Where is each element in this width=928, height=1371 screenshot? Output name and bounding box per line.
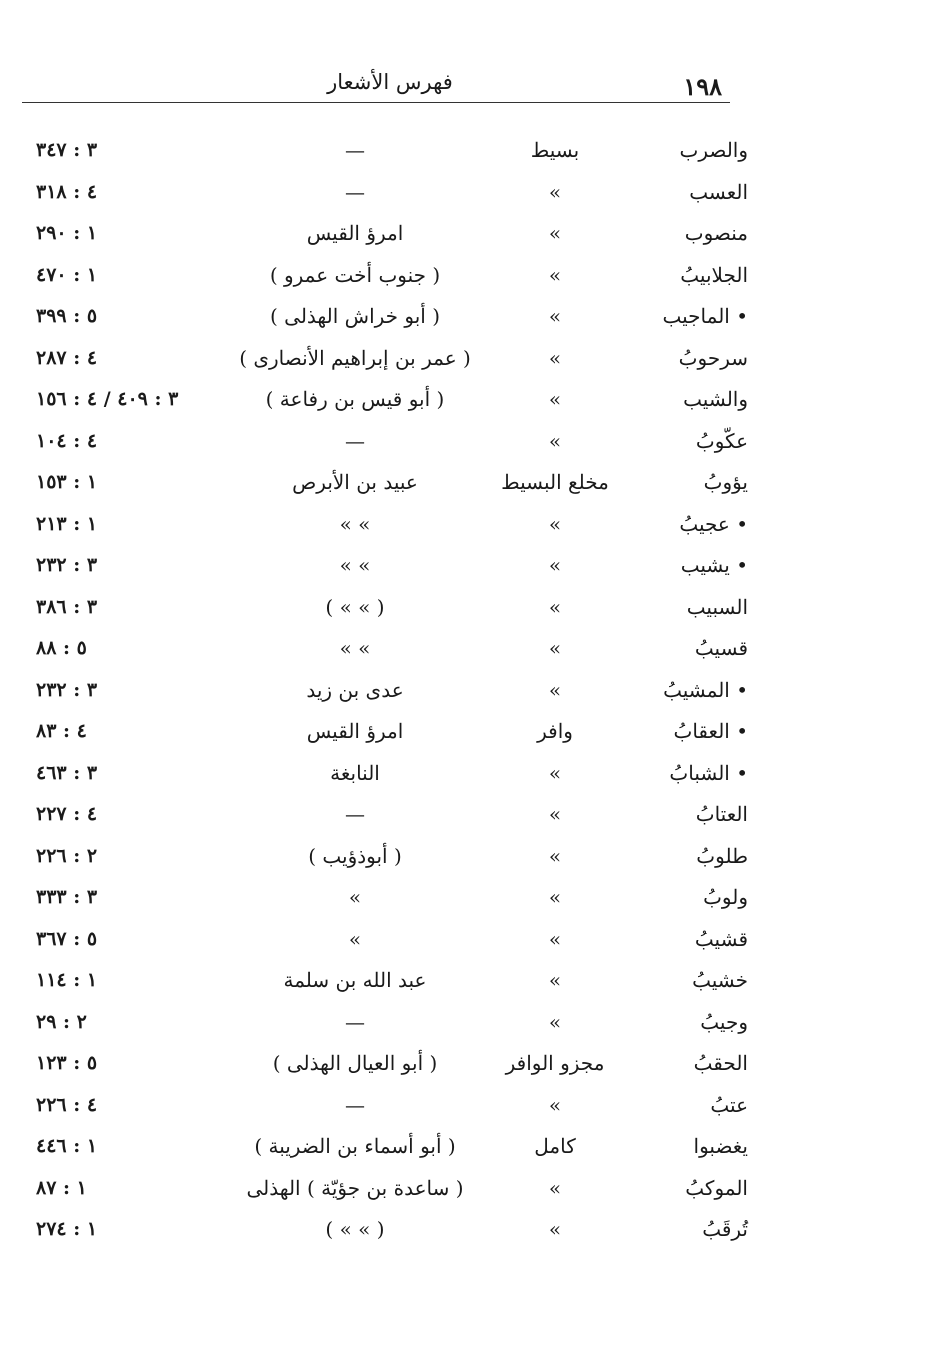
running-title: فهرس الأشعار (327, 70, 453, 94)
rhyme-word: يؤوبُ (703, 470, 748, 494)
reference: ٥ : ٨٨ (36, 637, 87, 659)
rhyme-word: الجلابيبُ (680, 262, 748, 287)
poet: النابغة (330, 760, 380, 785)
reference: ١ : ٤٧٠ (36, 263, 98, 286)
reference: ٢ : ٢٢٦ (36, 844, 98, 867)
table-row (0, 1126, 928, 1168)
meter: وافر (537, 719, 573, 743)
rhyme-word: قشيبُ (694, 926, 748, 951)
rhyme-word: طلوبُ (696, 843, 748, 868)
poet: — (345, 1092, 365, 1117)
rhyme-word: والصرب (679, 138, 748, 162)
table-row (0, 960, 928, 1002)
table-row (0, 836, 928, 878)
meter: » (548, 345, 562, 370)
reference: ٥ : ٣٩٩ (36, 305, 98, 327)
meter: مخلع البسيط (501, 470, 609, 494)
rhyme-word: وجيبُ (700, 1009, 748, 1034)
rhyme-word: سرحوبُ (678, 345, 748, 370)
meter: » (548, 926, 562, 951)
reference: ٣ : ٤٦٣ (36, 761, 98, 784)
poet: ( جنوب أخت عمرو ) (269, 262, 441, 287)
meter: » (548, 221, 562, 245)
rhyme-word: عتبُ (710, 1092, 748, 1117)
table-row (0, 545, 928, 587)
rhyme-word: العتابُ (695, 802, 748, 826)
poet: — (345, 138, 365, 162)
meter: » (548, 843, 562, 868)
reference: ١ : ٨٧ (36, 1176, 87, 1199)
reference: ٤ : ١٠٤ (36, 429, 98, 452)
meter: » (548, 304, 562, 328)
meter: بسيط (530, 138, 580, 162)
reference: ٣ : ٣٤٧ (36, 139, 98, 161)
reference: ١ : ٢٩٠ (36, 222, 98, 244)
poet: ( عمر بن إبراهيم الأنصارى ) (239, 345, 471, 370)
poet: ( ساعدة بن جؤيّة ) الهذلى (246, 1175, 464, 1200)
meter: » (548, 553, 562, 577)
table-row (0, 296, 928, 338)
meter: مجزو الوافر (505, 1051, 605, 1075)
poet: » » (339, 636, 371, 660)
meter: » (548, 1092, 562, 1117)
rhyme-word: والشيب (683, 387, 748, 411)
poet: ( » » ) (325, 594, 385, 619)
reference: ٥ : ٣٦٧ (36, 927, 98, 950)
table-row (0, 213, 928, 255)
table-row (0, 338, 928, 380)
reference: ٤ : ٢٢٦ (36, 1093, 98, 1116)
rhyme-word: • المشيبُ (663, 677, 748, 702)
meter: » (548, 968, 562, 992)
poet: عبد الله بن سلمة (283, 968, 427, 992)
poet: — (345, 1009, 365, 1034)
index-table (0, 130, 928, 1251)
table-row (0, 1085, 928, 1127)
rhyme-word: السبيب (686, 594, 748, 619)
poet: ( أبو قيس بن رفاعة ) (265, 387, 445, 411)
reference: ١ : ١٥٣ (36, 471, 98, 493)
meter: » (548, 387, 562, 411)
meter: » (548, 636, 562, 660)
table-row (0, 877, 928, 919)
meter: » (548, 677, 562, 702)
rhyme-word: • عجيبُ (679, 511, 748, 536)
header-rule (22, 102, 730, 103)
rhyme-word: • العقابُ (673, 719, 748, 743)
reference: ٤ : ٣١٨ (36, 180, 98, 203)
poet: » » (339, 511, 371, 536)
rhyme-word: • الماجيب (662, 304, 748, 328)
rhyme-word: قسيبُ (694, 636, 748, 660)
poet: ( أبوذؤيب ) (308, 843, 402, 868)
table-row (0, 919, 928, 961)
rhyme-word: الموكبُ (685, 1175, 748, 1200)
meter: » (548, 428, 562, 453)
meter: » (548, 1175, 562, 1200)
rhyme-word: تُرقَبُ (702, 1217, 748, 1241)
poet: » » (339, 553, 371, 577)
poet: عبيد بن الأبرص (292, 470, 418, 494)
poet: عدى بن زيد (306, 677, 404, 702)
meter: » (548, 511, 562, 536)
rhyme-word: منصوب (684, 221, 748, 245)
meter: » (548, 885, 562, 909)
table-row (0, 379, 928, 421)
reference: ٣ : ٣٨٦ (36, 595, 98, 618)
table-row (0, 421, 928, 463)
table-row (0, 1043, 928, 1085)
reference: ٤ : ٨٣ (36, 720, 87, 742)
reference: ٣ : ٣٣٣ (36, 886, 98, 908)
rhyme-word: خشيبُ (692, 968, 748, 992)
poet: » (348, 885, 362, 909)
poet: ( أبو أسماء بن الضريبة ) (254, 1134, 456, 1158)
meter: » (548, 594, 562, 619)
rhyme-word: ولوبُ (703, 885, 748, 909)
poet: امرؤ القيس (306, 221, 404, 245)
table-row (0, 794, 928, 836)
rhyme-word: عكّوبُ (695, 428, 748, 453)
reference: ١ : ٤٤٦ (36, 1135, 98, 1157)
poet: — (345, 179, 365, 204)
reference: ٤ : ٢٢٧ (36, 803, 98, 825)
poet: — (345, 428, 365, 453)
page-number: ١٩٨ (683, 72, 722, 101)
meter: » (548, 1009, 562, 1034)
reference: ٣ : ٢٣٢ (36, 678, 98, 701)
reference: ١ : ٢١٣ (36, 512, 98, 535)
poet: امرؤ القيس (306, 719, 404, 743)
poet: — (345, 802, 365, 826)
reference: ٢ : ٢٩ (36, 1010, 87, 1033)
table-row (0, 587, 928, 629)
reference: ١ : ٢٧٤ (36, 1218, 98, 1240)
meter: كامل (534, 1134, 576, 1158)
poet: ( » » ) (325, 1217, 385, 1241)
meter: » (548, 262, 562, 287)
meter: » (548, 179, 562, 204)
poet: ( أبو العيال الهذلى ) (272, 1051, 438, 1075)
reference: ٥ : ١٢٣ (36, 1052, 98, 1074)
poet: ( أبو خراش الهذلى ) (270, 304, 440, 328)
table-row (0, 753, 928, 795)
table-row (0, 1209, 928, 1251)
poet: » (348, 926, 362, 951)
table-row (0, 1168, 928, 1210)
table-row (0, 172, 928, 214)
table-row (0, 462, 928, 504)
reference: ١ : ١١٤ (36, 969, 98, 991)
meter: » (548, 1217, 562, 1241)
reference: ٣ : ٤٠٩ / ٤ : ١٥٦ (36, 388, 179, 410)
table-row (0, 130, 928, 172)
meter: » (548, 760, 562, 785)
table-row (0, 504, 928, 546)
rhyme-word: يغضبوا (693, 1134, 748, 1158)
rhyme-word: الحقبُ (693, 1051, 748, 1075)
reference: ٣ : ٢٣٢ (36, 554, 98, 576)
table-row (0, 670, 928, 712)
meter: » (548, 802, 562, 826)
rhyme-word: • يشيب (680, 553, 748, 577)
table-row (0, 255, 928, 297)
table-row (0, 628, 928, 670)
rhyme-word: • الشبابُ (669, 760, 748, 785)
rhyme-word: العسب (689, 179, 748, 204)
reference: ٤ : ٢٨٧ (36, 346, 98, 369)
table-row (0, 711, 928, 753)
table-row (0, 1002, 928, 1044)
